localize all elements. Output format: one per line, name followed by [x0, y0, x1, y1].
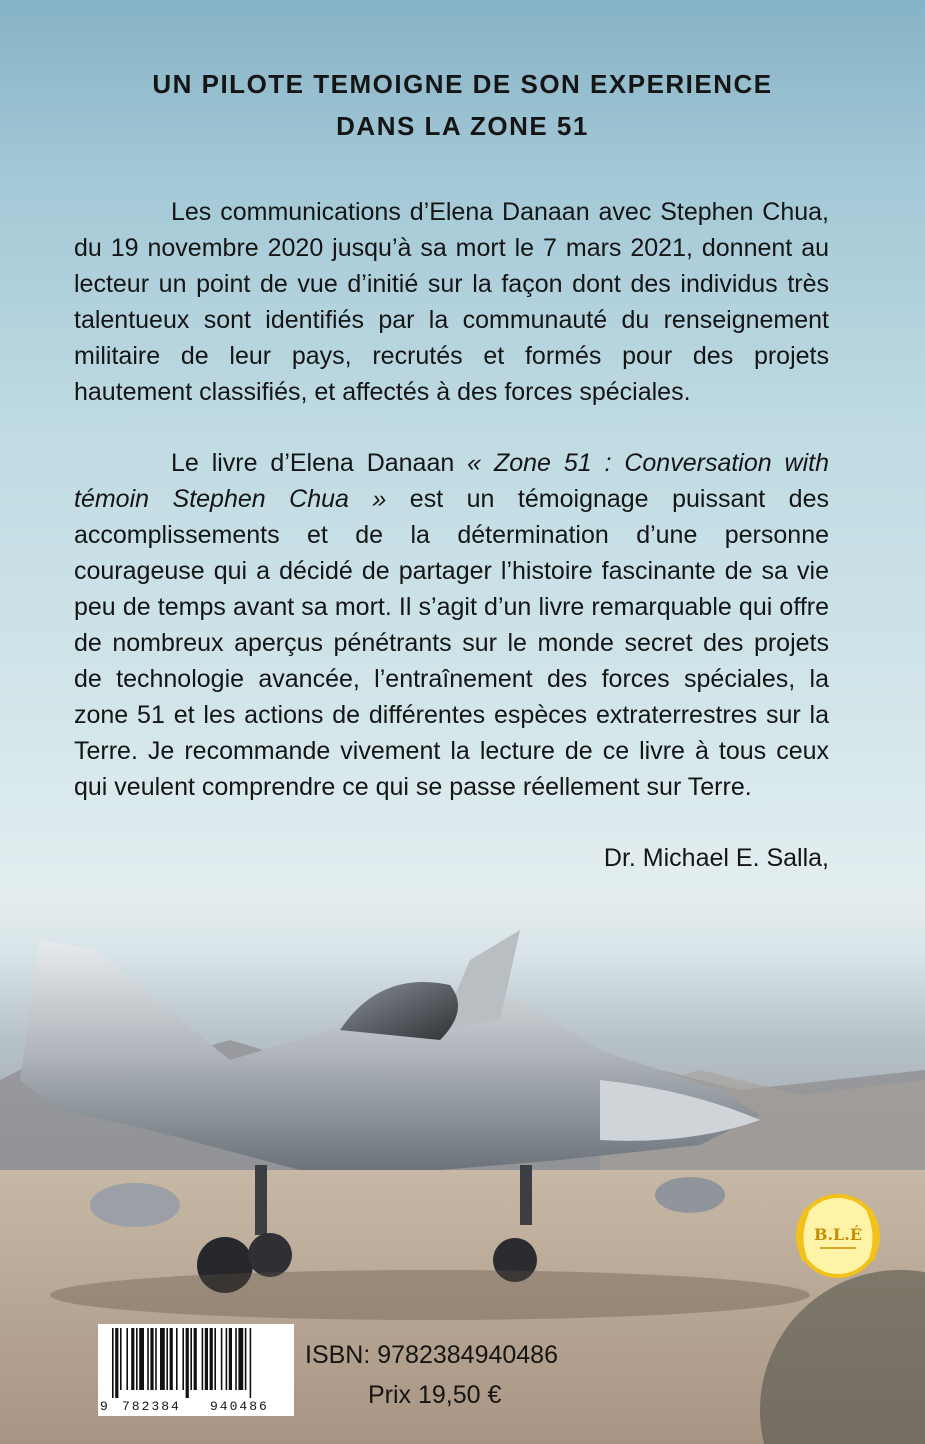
blurb-paragraph-2: [74, 445, 829, 805]
blurb: [74, 194, 829, 876]
publisher-logo: [790, 1188, 886, 1284]
barcode-bar: [126, 1328, 128, 1390]
barcode-bar: [250, 1328, 252, 1398]
barcode-bar: [238, 1328, 243, 1390]
barcode-bar: [170, 1328, 173, 1390]
paragraph-2-intro: Le livre d’Elena Danaan: [171, 449, 468, 477]
book-title-quote: « Zone 51 : Conversation with témoin Stephen Chua »: [74, 449, 829, 513]
barcode-bar: [160, 1328, 165, 1390]
barcode-bar: [131, 1328, 134, 1390]
barcode-bar: [226, 1328, 228, 1390]
barcode-bar: [166, 1328, 168, 1390]
barcode-bar: [245, 1328, 247, 1390]
title-line-2: DANS LA ZONE 51: [336, 111, 589, 141]
price: Prix 19,50 €: [368, 1381, 502, 1409]
barcode-bar: [205, 1328, 208, 1390]
barcode-bar: [221, 1328, 223, 1390]
barcode-bar: [155, 1328, 157, 1390]
barcode-bar: [235, 1328, 237, 1390]
blurb-paragraph-1: Les communications d’Elena Danaan avec Stephen Chua, du 19 novembre 2020 jusqu’à sa mort le 7 mars 2021, donnent au lecteur un point de vue d’initié sur la façon dont des individus très talentueux sont identifiés par la communauté du renseignement militaire de leur pays, recrutés et formés pour des projets hautement classifiés, et affectés à des forces spéciales.: [74, 198, 829, 406]
barcode-bar: [229, 1328, 232, 1390]
barcode-bar: [214, 1328, 216, 1390]
barcode-bar: [182, 1328, 184, 1390]
author-signature: Dr. Michael E. Salla,: [603, 844, 829, 872]
cover-title: [60, 63, 865, 147]
barcode-bar: [120, 1328, 122, 1390]
isbn-barcode: [98, 1324, 294, 1416]
logo-lettering: B.L.É: [813, 1225, 863, 1244]
barcode-group-2: 940486: [210, 1399, 269, 1414]
barcode-bar: [115, 1328, 118, 1398]
barcode-bar: [210, 1328, 213, 1390]
barcode-bar: [176, 1328, 178, 1390]
title-line-1: UN PILOTE TEMOIGNE DE SON EXPERIENCE: [152, 69, 773, 99]
barcode-bar: [112, 1328, 114, 1398]
barcode-bar: [150, 1328, 153, 1390]
barcode-bar: [190, 1328, 192, 1390]
barcode-bars: [98, 1324, 294, 1398]
isbn-number: ISBN: 9782384940486: [305, 1341, 558, 1369]
barcode-bar: [194, 1328, 197, 1390]
barcode-group-1: 782384: [122, 1399, 181, 1414]
barcode-first-digit: 9: [100, 1399, 108, 1414]
barcode-bar: [139, 1328, 144, 1390]
barcode-bar: [202, 1328, 204, 1390]
barcode-bar: [186, 1328, 189, 1398]
barcode-bar: [136, 1328, 138, 1390]
paragraph-2-rest: est un témoignage puissant des accomplissements et de la détermination d’une personne courageuse qui a décidé de partager l’histoire fascinante de sa vie peu de temps avant sa mort. Il s’agit d’un livre remarquable qui offre de nombreux aperçus pénétrants sur le monde secret des projets de technologie avancée, l’entraînement des forces spéciales, la zone 51 et les actions de différentes espèces extraterrestres sur la Terre. Je recommande vivement la lecture de ce livre à tous ceux qui veulent comprendre ce qui se passe réellement sur Terre.: [74, 485, 829, 801]
barcode-bar: [147, 1328, 149, 1390]
